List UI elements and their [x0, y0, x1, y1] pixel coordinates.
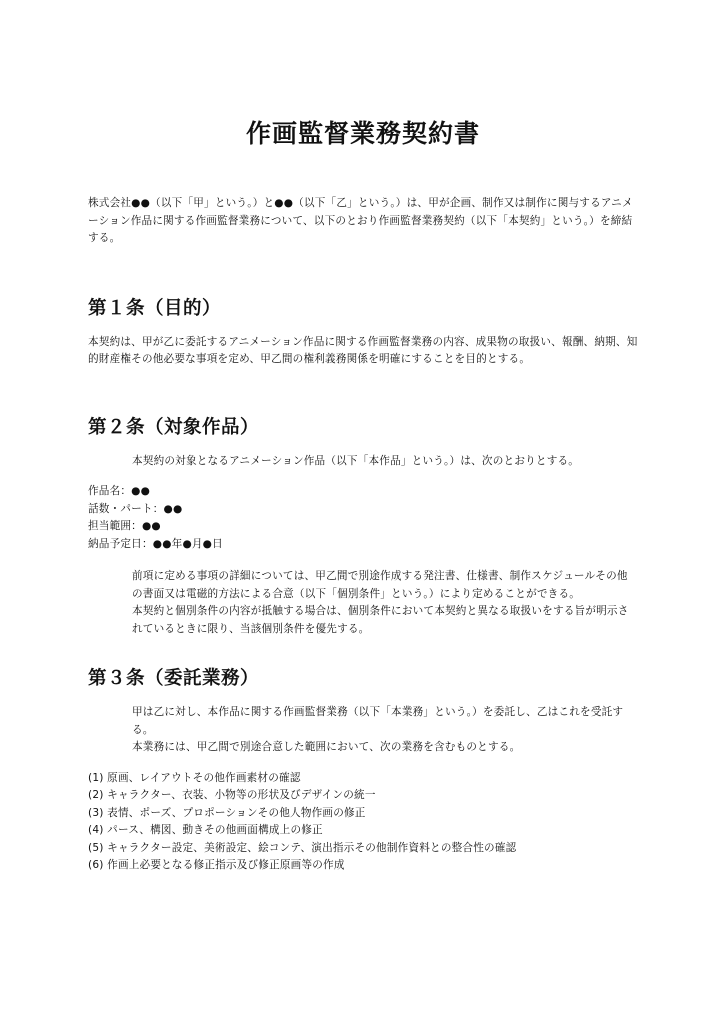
article-1-heading: 第１条（目的）: [88, 297, 222, 319]
article-3-heading: 第３条（委託業務）: [88, 668, 260, 689]
work-title-field: 作品名：●●: [88, 485, 151, 497]
task-list: [88, 770, 638, 875]
article-3-paragraph-2: 本業務には、甲乙間で別途合意した範囲において、次の業務を含むものとする。: [132, 741, 521, 753]
list-item: (1) 原画、レイアウトその他作画素材の確認: [88, 771, 301, 784]
list-item: (6) 作画上必要となる修正指示及び修正原画等の作成: [88, 859, 345, 871]
episode-part-field: 話数・パート：●●: [88, 502, 183, 515]
scope-field: 担当範囲：●●: [88, 520, 161, 532]
list-item: (4) パース、構図、動きその他画面構成上の修正: [88, 824, 323, 836]
article-2-intro: 本契約の対象となるアニメーション作品（以下「本作品」という。）は、次のとおりとする。: [132, 454, 580, 467]
article-2: [88, 415, 638, 639]
work-details-list: [88, 483, 638, 553]
article-3: [88, 666, 638, 875]
article-1: [88, 296, 638, 369]
document-title: 作画監督業務契約書: [245, 119, 480, 148]
article-1-body: 本契約は、甲が乙に委託するアニメーション作品に関する作画監督業務の内容、成果物の取扱い、報酬、納期、知的財産権その他必要な事項を定め、甲乙間の権利義務関係を明確にすることを目的とする。: [88, 335, 638, 365]
list-item: (3) 表情、ポーズ、プロポーションその他人物作画の修正: [88, 806, 366, 819]
article-2-paragraph-3: 本契約と個別条件の内容が抵触する場合は、個別条件において本契約と異なる取扱いをする旨が明示されているときに限り、当該個別条件を優先する。: [132, 605, 629, 635]
article-2-heading: 第２条（対象作品）: [88, 416, 260, 438]
preamble-paragraph: 株式会社●●（以下「甲」という。）と●●（以下「乙」という。）は、甲が企画、制作又は制作に関与するアニメーション作品に関する作画監督業務について、以下のとおり作画監督業務契約（以下「本契約」という。）を締結する。: [88, 197, 633, 244]
article-3-paragraph-1: 甲は乙に対し、本作品に関する作画監督業務（以下「本業務」という。）を委託し、乙はこれを受託する。: [132, 706, 624, 736]
delivery-date-field: 納品予定日：●●年●月●日: [88, 537, 223, 550]
list-item: (2) キャラクター、衣装、小物等の形状及びデザインの統一: [88, 789, 376, 801]
list-item: (5) キャラクター設定、美術設定、絵コンテ、演出指示その他制作資料との整合性の確認: [88, 841, 517, 854]
article-2-paragraph-2: 前項に定める事項の詳細については、甲乙間で別途作成する発注書、仕様書、制作スケジュールその他の書面又は電磁的方法による合意（以下「個別条件」という。）により定めることができる。: [132, 570, 628, 600]
